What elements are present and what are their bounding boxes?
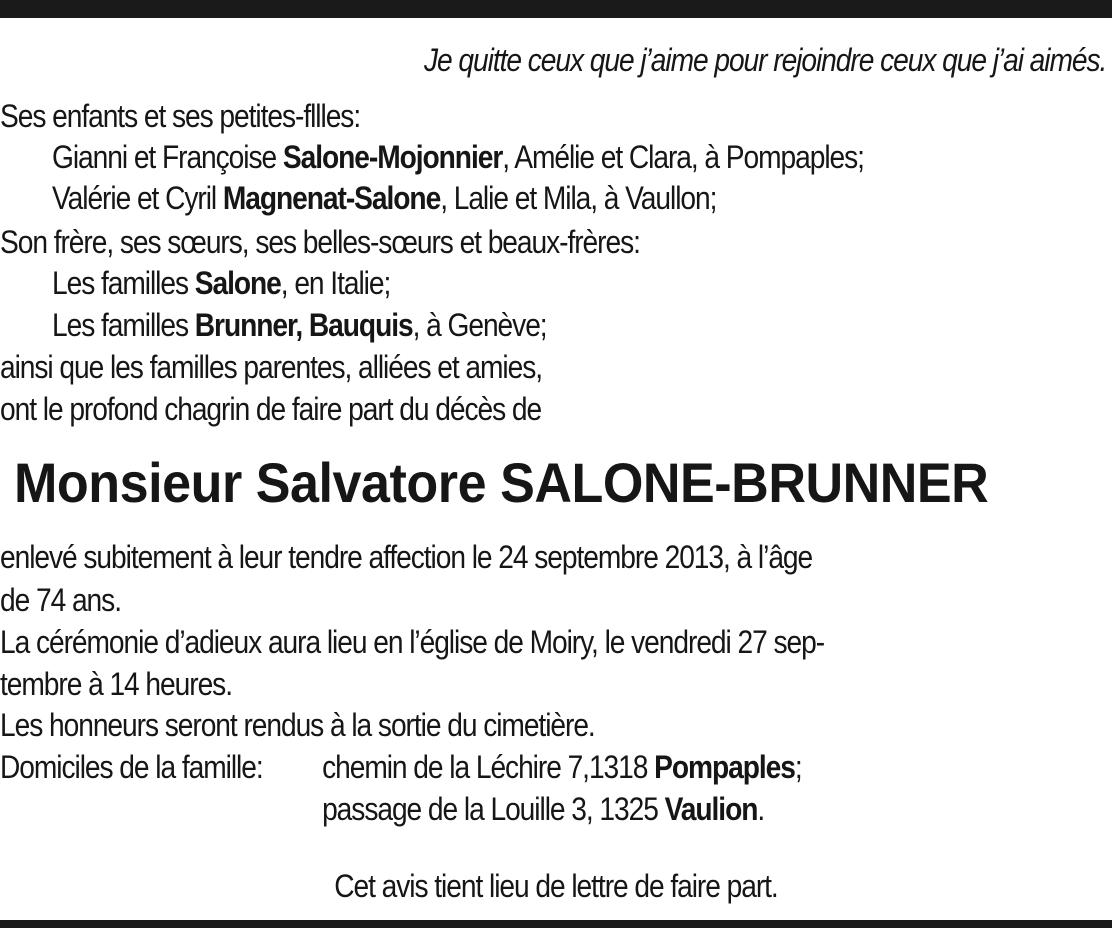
honours-line: Les honneurs seront rendus à la sortie du cimetière. <box>0 707 595 743</box>
family-line-3 <box>52 263 390 303</box>
family-post: , Amélie et Clara, à Pompaples; <box>502 139 864 175</box>
deceased-name: Monsieur Salvatore SALONE-BRUNNER <box>14 451 989 514</box>
bottom-rule <box>0 920 1112 928</box>
address-text: passage de la Louille 3, 1325 <box>322 791 665 827</box>
family-post: , Lalie et Mila, à Vaullon; <box>440 180 717 216</box>
family-surname: Brunner, Bauquis <box>194 307 413 343</box>
address-post: ; <box>794 749 802 785</box>
domicile-label: Domiciles de la famille: <box>0 749 263 785</box>
address-town: Pompaples <box>654 749 795 785</box>
family-surname: Salone-Mojonnier <box>282 139 503 175</box>
domicile-address-2 <box>322 789 764 829</box>
family-line-1 <box>52 137 864 177</box>
ceremony-line-2: tembre à 14 heures. <box>0 666 232 702</box>
family-line-2 <box>52 178 716 218</box>
motto-quote: Je quitte ceux que j’aime pour rejoindre ceux que j’ai aimés. <box>423 42 1106 78</box>
family-surname: Magnenat-Salone <box>222 180 441 216</box>
relatives-line: ainsi que les familles parentes, alliées et amies, <box>0 349 542 385</box>
family-post: , à Genève; <box>412 307 547 343</box>
address-text: chemin de la Léchire 7,1318 <box>322 749 655 785</box>
death-line-1: enlevé subitement à leur tendre affection le 24 septembre 2013, à l’âge <box>0 539 813 575</box>
family-pre: Gianni et Françoise <box>52 139 283 175</box>
domicile-address-1 <box>322 747 802 787</box>
family-line-4 <box>52 305 547 345</box>
address-post: . <box>757 791 765 827</box>
top-rule <box>0 0 1112 18</box>
children-intro: Ses enfants et ses petites-fllles: <box>0 98 361 134</box>
family-post: , en Italie; <box>280 265 391 301</box>
address-town: Vaulion <box>664 791 758 827</box>
family-pre: Valérie et Cyril <box>52 180 223 216</box>
domicile-row-1 <box>0 747 802 787</box>
announcement-line: ont le profond chagrin de faire part du décès de <box>0 391 542 427</box>
closing-text: Cet avis tient lieu de lettre de faire part. <box>334 868 778 904</box>
family-pre: Les familles <box>52 307 195 343</box>
family-surname: Salone <box>194 265 281 301</box>
ceremony-line-1: La cérémonie d’adieux aura lieu en l’église de Moiry, le vendredi 27 sep- <box>0 624 825 660</box>
siblings-intro: Son frère, ses sœurs, ses belles-sœurs et beaux-frères: <box>0 224 640 260</box>
family-pre: Les familles <box>52 265 195 301</box>
death-line-2: de 74 ans. <box>0 582 121 618</box>
closing-note <box>0 866 1112 906</box>
